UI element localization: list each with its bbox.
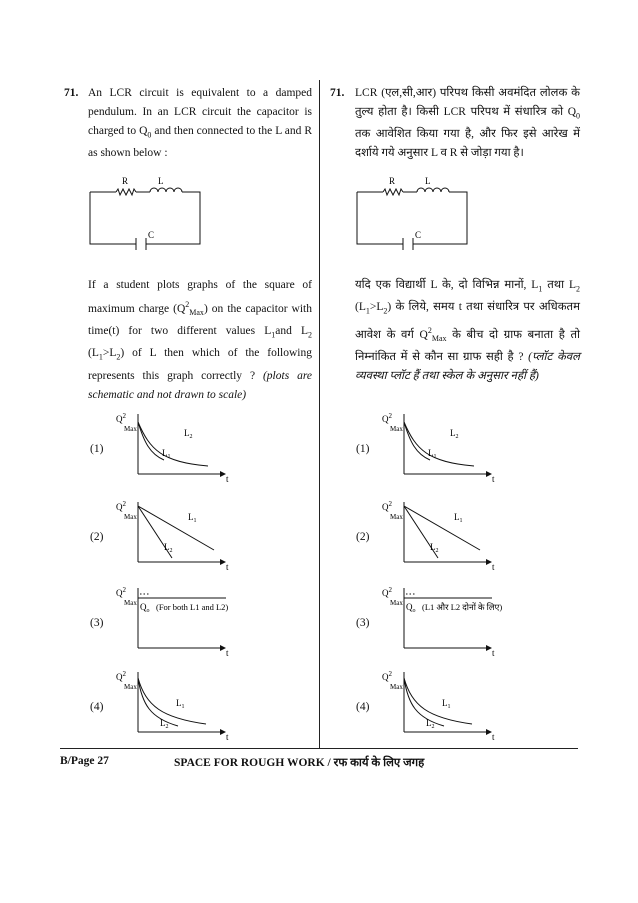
curve-l2 [138,678,178,726]
circuit-wires [90,192,200,250]
inductor [150,188,182,192]
option-label-4: (4) [90,701,104,713]
question-number-hi: 71. [330,87,345,99]
y-axis-label: $Q^2$ [116,586,126,598]
graph-option-1-hi [382,410,522,486]
y-axis-sub: Max [390,599,403,607]
question-number-en: 71. [64,87,79,99]
curve-l1 [138,422,164,460]
curve-label-l1: $L_1$ [162,448,171,460]
y-axis-label: $Q^2$ [116,412,126,424]
y-axis-sub: Max [124,599,137,607]
option3-note: (L1 और L2 दोनों के लिए) [422,602,503,612]
capacitor-label: C [415,230,422,240]
curve-l2 [404,422,474,466]
curve-l2 [404,678,444,726]
question-body-en: If a student plots graphs of the square of maximum charge $(Q^2_{Max})$ on the capacitor with time(t) for two different values $L_1and$ $L_2$ $(L_1>L_2)$ of L then which of the following represents this graph correctly ? (plots are schematic and not drawn to scale) [88,279,312,401]
curve-label-l1: $L_1$ [442,698,451,710]
graph-option-1-en [116,410,256,486]
option-label-3: (3) [90,617,104,629]
rough-work-label: SPACE FOR ROUGH WORK / रफ कार्य के लिए जगह [174,757,425,769]
option-label-1: (1) [90,443,104,455]
x-axis-label: t [226,562,229,572]
graph-option-4-hi [382,668,522,744]
curve-label-l2: $L_2$ [160,718,169,730]
curve-label-l1: $L_1$ [176,698,185,710]
q0-label: $Q_o$ [140,602,150,614]
inductor [417,188,449,192]
y-axis-sub: Max [124,425,137,433]
curve-l1 [404,506,480,550]
footer-rule [60,748,578,749]
x-axis-label: t [492,648,495,658]
curve-label-l1: $L_1$ [454,512,463,524]
circuit-diagram-hi [355,172,475,252]
y-axis-label: $Q^2$ [116,500,126,512]
curve-l1 [138,506,214,550]
graph-option-2-hi [382,498,522,574]
curve-l1 [404,678,472,724]
curve-label-l1: $L_1$ [428,448,437,460]
option-label-4: (4) [356,701,370,713]
resistor [383,189,403,195]
y-axis-sub: Max [390,683,403,691]
page-number: B/Page 27 [60,755,109,767]
curve-l1 [138,678,206,724]
curve-label-l2: $L_2$ [426,718,435,730]
y-axis-label: $Q^2$ [382,500,392,512]
curve-label-l2: $L_2$ [184,428,193,440]
graph-option-4-en [116,668,256,744]
y-axis-label: $Q^2$ [382,412,392,424]
x-axis-label: t [492,732,495,742]
y-axis-label: $Q^2$ [382,670,392,682]
resistor-label: R [389,176,396,186]
column-divider [319,80,320,748]
y-axis-sub: Max [390,425,403,433]
curve-label-l1: $L_1$ [188,512,197,524]
option-label-2: (2) [90,531,104,543]
q0-label: $Q_o$ [406,602,416,614]
option-label-3: (3) [356,617,370,629]
x-axis-label: t [492,562,495,572]
y-axis-sub: Max [124,513,137,521]
option3-note: (For both L1 and L2) [156,602,229,612]
curve-label-l2: $L_2$ [164,542,173,554]
resistor-label: R [122,176,129,186]
graph-option-3-hi [382,584,522,660]
x-axis-label: t [226,474,229,484]
question-intro-hi: LCR (एल,सी,आर) परिपथ किसी अवमंदित लोलक के तुल्य होता है। किसी LCR परिपथ में संधारित्र को $Q_0$ तक आवेशित किया गया है, और फिर इसे आरेख में दर्शाये गये अनुसार L व R से जोड़ा गया है। [355,87,580,160]
inductor-label: L [158,176,164,186]
capacitor-label: C [148,230,155,240]
circuit-wires [357,192,467,250]
curve-label-l2: $L_2$ [430,542,439,554]
curve-l2 [138,422,208,466]
resistor [116,189,136,195]
x-axis-label: t [226,648,229,658]
circuit-diagram-en [88,172,208,252]
option-label-1: (1) [356,443,370,455]
graph-option-2-en [116,498,256,574]
x-axis-label: t [492,474,495,484]
y-axis-label: $Q^2$ [382,586,392,598]
y-axis-label: $Q^2$ [116,670,126,682]
curve-l1 [404,422,430,460]
y-axis-sub: Max [124,683,137,691]
graph-option-3-en [116,584,256,660]
y-axis-sub: Max [390,513,403,521]
option-label-2: (2) [356,531,370,543]
inductor-label: L [425,176,431,186]
question-intro-en: An LCR circuit is equivalent to a damped pendulum. In an LCR circuit the capacitor is charged to $Q_0$ and then connected to the L and R as shown below : [88,87,312,160]
x-axis-label: t [226,732,229,742]
curve-label-l2: $L_2$ [450,428,459,440]
question-body-hi: यदि एक विद्यार्थी L के, दो विभिन्न मानों, $L_1$ तथा $L_2$ $(L_1>L_2)$ के लिये, समय t तथा संधारित्र पर अधिकतम आवेश के वर्ग $Q^2_{Max}$ के बीच दो ग्राफ बनाता है तो निम्नांकित में से कौन सा ग्राफ सही है ? (प्लॉट केवल व्यवस्था प्लॉट हैं तथा स्केल के अनुसार नहीं हैं) [355,279,580,382]
